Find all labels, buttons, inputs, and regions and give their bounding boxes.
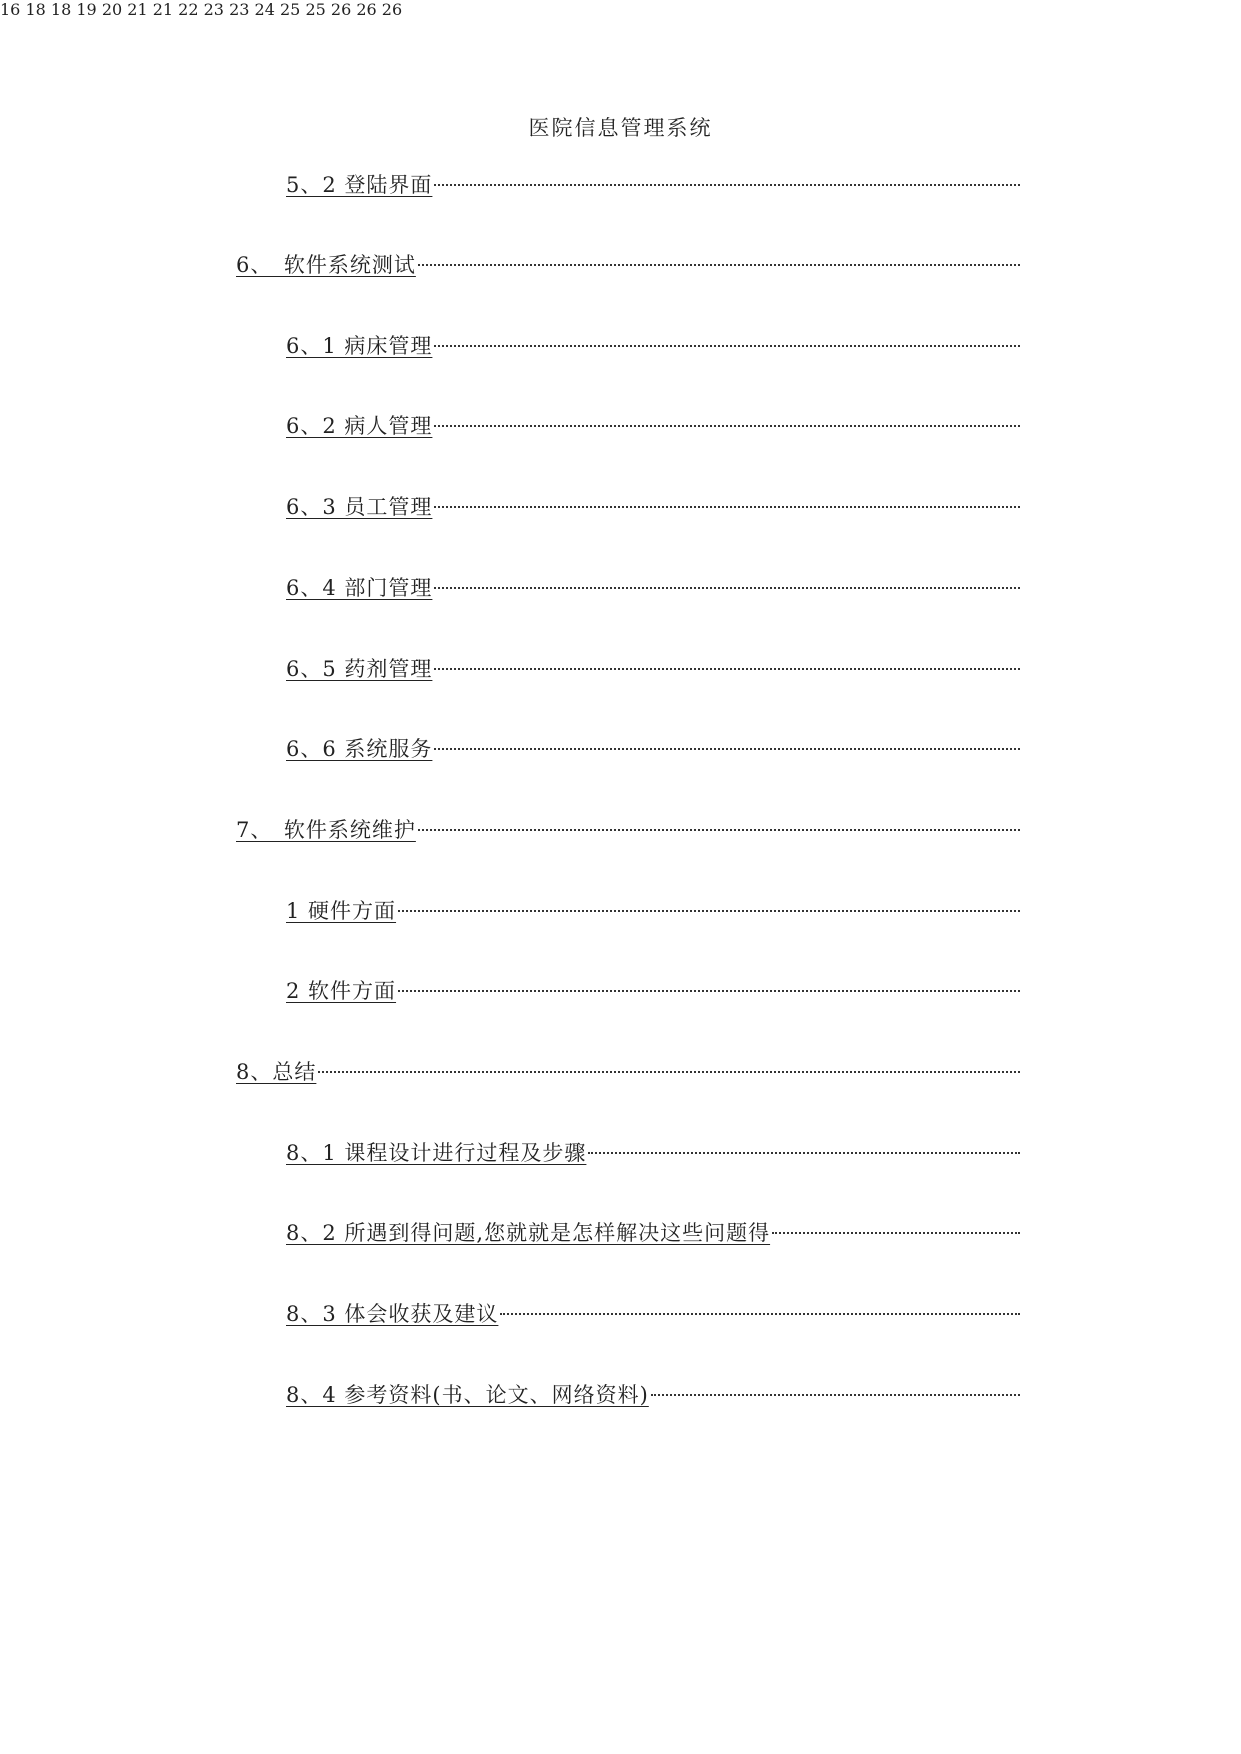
toc-leader-dots xyxy=(651,1393,1020,1396)
toc-entry-title: 8、1 课程设计进行过程及步骤 xyxy=(286,1141,587,1165)
toc-page-number: 26 xyxy=(330,0,352,19)
toc-leader-dots xyxy=(398,909,1020,912)
toc-leader-dots xyxy=(772,1231,1020,1234)
toc-page-number: 21 xyxy=(127,0,148,19)
toc-entry-title: 5、2 登陆界面 xyxy=(286,173,433,197)
toc-entry-8-4[interactable] xyxy=(286,1380,1022,1410)
toc-entry-6-5[interactable] xyxy=(286,654,1022,684)
toc-page-number: 21 xyxy=(152,0,174,19)
page-header-title: 医院信息管理系统 xyxy=(528,116,713,140)
toc-entry-title: 6、1 病床管理 xyxy=(286,334,433,358)
toc-page-number: 26 xyxy=(381,0,403,19)
toc-entry-5-2[interactable] xyxy=(286,170,1022,200)
toc-entry-title: 1 硬件方面 xyxy=(286,899,397,923)
toc-entry-7-2[interactable] xyxy=(286,976,1022,1006)
toc-entry-title: 6、2 病人管理 xyxy=(286,414,433,438)
toc-entry-6-3[interactable] xyxy=(286,492,1022,522)
toc-entry-title: 7、 软件系统维护 xyxy=(236,818,416,842)
toc-entry-title: 6、5 药剂管理 xyxy=(286,657,433,681)
toc-page-number: 26 xyxy=(356,0,377,19)
toc-page-number: 23 xyxy=(203,0,224,19)
toc-entry-title: 6、4 部门管理 xyxy=(286,576,433,600)
toc-entry-7[interactable] xyxy=(236,815,1022,845)
toc-page-number: 25 xyxy=(305,0,326,19)
toc-page-number: 18 xyxy=(50,0,72,19)
toc-leader-dots xyxy=(418,263,1020,266)
toc-leader-dots xyxy=(398,989,1020,992)
toc-page-number: 20 xyxy=(101,0,123,19)
toc-page-number: 22 xyxy=(178,0,199,19)
toc-leader-dots xyxy=(434,344,1020,347)
toc-entry-title: 2 软件方面 xyxy=(286,979,397,1003)
toc-entry-title: 8、2 所遇到得问题,您就就是怎样解决这些问题得 xyxy=(286,1221,771,1245)
toc-leader-dots xyxy=(434,183,1020,186)
toc-entry-title: 6、 软件系统测试 xyxy=(236,253,416,277)
toc-leader-dots xyxy=(588,1151,1020,1154)
toc-page-number: 25 xyxy=(279,0,301,19)
toc-entry-7-1[interactable] xyxy=(286,896,1022,926)
toc-entry-title: 8、4 参考资料(书、论文、网络资料) xyxy=(286,1383,649,1407)
toc-page-number: 16 xyxy=(0,0,21,19)
toc-entry-title: 8、3 体会收获及建议 xyxy=(286,1302,499,1326)
toc-leader-dots xyxy=(434,747,1020,750)
toc-page-number: 23 xyxy=(229,0,250,19)
toc-page-number: 24 xyxy=(254,0,275,19)
toc-leader-dots xyxy=(434,586,1020,589)
toc-leader-dots xyxy=(318,1070,1020,1073)
toc-entry-8-2[interactable] xyxy=(286,1218,1022,1248)
toc-entry-6-2[interactable] xyxy=(286,411,1022,441)
toc-entry-6-6[interactable] xyxy=(286,734,1022,764)
toc-leader-dots xyxy=(434,424,1020,427)
toc-leader-dots xyxy=(434,505,1020,508)
toc-leader-dots xyxy=(434,667,1020,670)
toc-leader-dots xyxy=(500,1312,1020,1315)
toc-entry-title: 8、总结 xyxy=(236,1060,317,1084)
toc-entry-title: 6、3 员工管理 xyxy=(286,495,433,519)
toc-entry-6-1[interactable] xyxy=(286,331,1022,361)
toc-entry-title: 6、6 系统服务 xyxy=(286,737,433,761)
toc-entry-8-3[interactable] xyxy=(286,1299,1022,1329)
toc-leader-dots xyxy=(418,828,1020,831)
toc-entry-8-1[interactable] xyxy=(286,1138,1022,1168)
toc-page-number: 19 xyxy=(76,0,97,19)
toc-entry-6-4[interactable] xyxy=(286,573,1022,603)
toc-page-number: 18 xyxy=(25,0,46,19)
toc-entry-8[interactable] xyxy=(236,1057,1022,1087)
toc-entry-6[interactable] xyxy=(236,250,1022,280)
